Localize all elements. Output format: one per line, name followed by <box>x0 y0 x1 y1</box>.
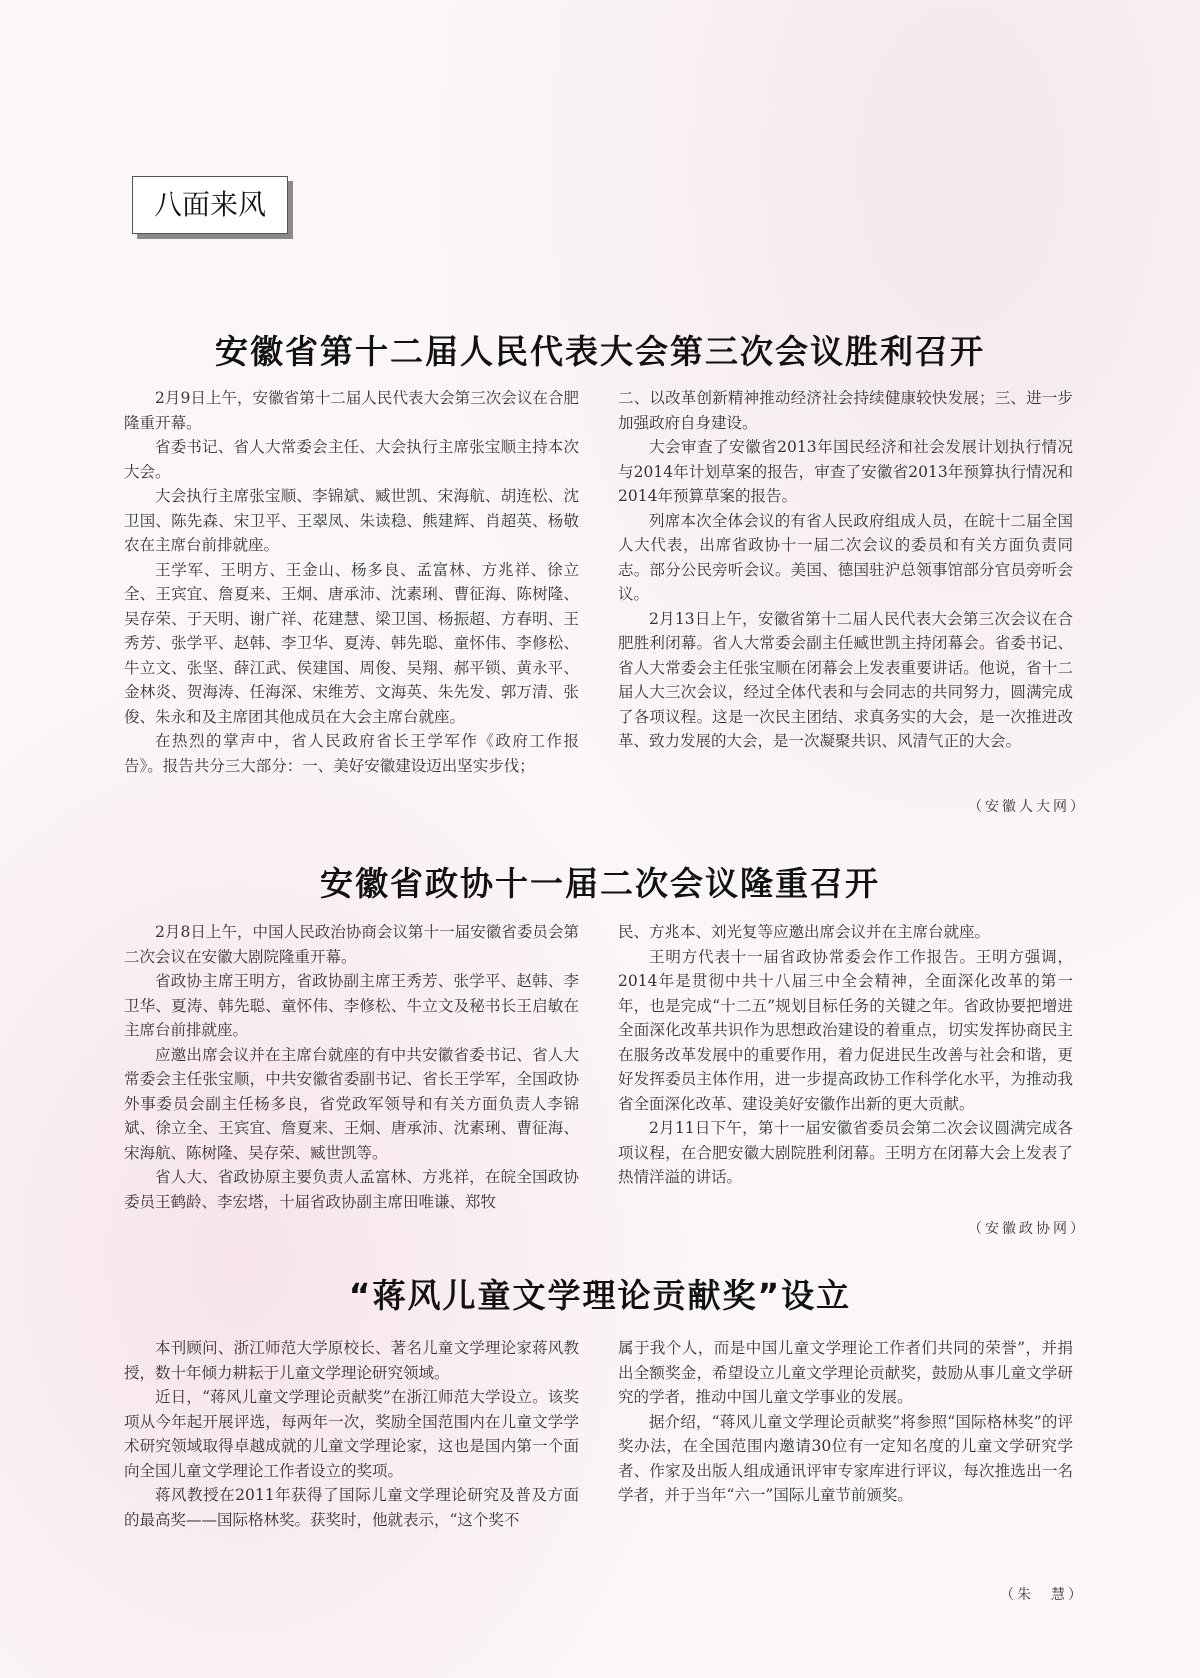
paragraph: 王学军、王明方、王金山、杨多良、孟富林、方兆祥、徐立全、王宾宜、詹夏来、王炯、唐承沛、沈素琍、曹征海、陈树隆、吴存荣、于天明、谢广祥、花建慧、梁卫国、杨振超、方春明、王秀芳、张学平、赵韩、李卫华、夏涛、韩先聪、童怀伟、李修松、牛立文、张坚、薛江武、侯建国、周俊、吴翔、郝平锁、黄永平、金林炎、贺海涛、任海深、宋维芳、文海英、朱先发、郭万清、张俊、朱永和及主席团其他成员在大会主席台就座。 <box>124 560 579 726</box>
paragraph: 2月9日上午，安徽省第十二届人民代表大会第三次会议在合肥隆重开幕。 <box>124 389 579 432</box>
paragraph: 省政协主席王明方，省政协副主席王秀芳、张学平、赵韩、李卫华、夏涛、韩先聪、童怀伟、李修松、牛立文及秘书长王启敏在主席台前排就座。 <box>124 972 579 1039</box>
paragraph: 2月11日下午，第十一届安徽省委员会第二次会议圆满完成各项议程，在合肥安徽大剧院胜利闭幕。王明方在闭幕大会上发表了热情洋溢的讲话。 <box>618 1119 1073 1186</box>
article3-title: “蒋风儿童文学理论贡献奖”设立 <box>348 1276 852 1315</box>
paragraph: 列席本次全体会议的有省人民政府组成人员，在皖十二届全国人大代表，出席省政协十一届二次会议的委员和有关方面负责同志。部分公民旁听会议。美国、德国驻沪总领事馆部分官员旁听会议。 <box>618 511 1073 603</box>
article1-title: 安徽省第十二届人民代表大会第三次会议胜利召开 <box>215 332 985 371</box>
paragraph: 在热烈的掌声中，省人民政府省长王学军作《政府工作报告》。报告共分三大部分：一、美好安徽建设迈出坚实步伐； <box>124 732 579 775</box>
article1-right-column <box>618 386 1073 754</box>
paragraph: 应邀出席会议并在主席台就座的有中共安徽省委书记、省人大常委会主任张宝顺，中共安徽省委副书记、省长王学军，全国政协外事委员会副主任杨多良，省党政军领导和有关方面负责人李锦斌、徐立全、王宾宜、詹夏来、王炯、唐承沛、沈素琍、曹征海、宋海航、陈树隆、吴存荣、臧世凯等。 <box>124 1045 579 1162</box>
paragraph: 蒋风教授在2011年获得了国际儿童文学理论研究及普及方面的最高奖——国际格林奖。获奖时，他就表示，“这个奖不 <box>124 1486 579 1529</box>
article2-right-column <box>618 920 1073 1190</box>
article3-left-column <box>124 1336 579 1532</box>
section-tag: 八面来风 <box>132 176 288 234</box>
paragraph: 大会执行主席张宝顺、李锦斌、臧世凯、宋海航、胡连松、沈卫国、陈先森、宋卫平、王翠凤、朱读稳、熊建辉、肖超英、杨敬农在主席台前排就座。 <box>124 487 579 554</box>
article1-source: （安徽人大网） <box>968 799 1087 815</box>
article2-title: 安徽省政协十一届二次会议隆重召开 <box>320 864 880 903</box>
article2-source: （安徽政协网） <box>968 1221 1087 1237</box>
paragraph: 二、以改革创新精神推动经济社会持续健康较快发展；三、进一步加强政府自身建设。 <box>618 389 1073 432</box>
article1-left-column <box>124 386 579 778</box>
paragraph: 近日，“蒋风儿童文学理论贡献奖”在浙江师范大学设立。该奖项从今年起开展评选，每两年一次，奖励全国范围内在儿童文学学术研究领域取得卓越成就的儿童文学理论家，这也是国内第一个面向全国儿童文学理论工作者设立的奖项。 <box>124 1388 579 1480</box>
paragraph: 2月8日上午，中国人民政治协商会议第十一届安徽省委员会第二次会议在安徽大剧院隆重开幕。 <box>124 923 579 966</box>
paragraph: 2月13日上午，安徽省第十二届人民代表大会第三次会议在合肥胜利闭幕。省人大常委会副主任臧世凯主持闭幕会。省委书记、省人大常委会主任张宝顺在闭幕会上发表重要讲话。他说，省十二届人大三次会议，经过全体代表和与会同志的共同努力，圆满完成了各项议程。这是一次民主团结、求真务实的大会，是一次推进改革、致力发展的大会，是一次凝聚共识、风清气正的大会。 <box>618 609 1073 750</box>
paragraph: 属于我个人，而是中国儿童文学理论工作者们共同的荣誉”，并捐出全额奖金，希望设立儿童文学理论贡献奖，鼓励从事儿童文学研究的学者，推动中国儿童文学事业的发展。 <box>618 1339 1073 1406</box>
paragraph: 民、方兆本、刘光复等应邀出席会议并在主席台就座。 <box>618 923 991 941</box>
paragraph: 大会审查了安徽省2013年国民经济和社会发展计划执行情况与2014年计划草案的报告，审查了安徽省2013年预算执行情况和2014年预算草案的报告。 <box>618 438 1073 505</box>
article3-source: （朱 慧） <box>1000 1587 1085 1603</box>
paragraph: 本刊顾问、浙江师范大学原校长、著名儿童文学理论家蒋风教授，数十年倾力耕耘于儿童文学理论研究领域。 <box>124 1339 579 1382</box>
paragraph: 省委书记、省人大常委会主任、大会执行主席张宝顺主持本次大会。 <box>124 438 579 481</box>
article3-right-column <box>618 1336 1073 1508</box>
paragraph: 据介绍，“蒋风儿童文学理论贡献奖”将参照“国际格林奖”的评奖办法，在全国范围内邀请30位有一定知名度的儿童文学研究学者、作家及出版人组成通讯评审专家库进行评议，每次推选出一名学者，并于当年“六一”国际儿童节前颁奖。 <box>618 1412 1073 1504</box>
paragraph: 王明方代表十一届省政协常委会作工作报告。王明方强调，2014年是贯彻中共十八届三中全会精神，全面深化改革的第一年，也是完成“十二五”规划目标任务的关键之年。省政协要把增进全面深化改革共识作为思想政治建设的着重点，切实发挥协商民主在服务改革发展中的重要作用，着力促进民生改善与社会和谐，更好发挥委员主体作用，进一步提高政协工作科学化水平，为推动我省全面深化改革、建设美好安徽作出新的更大贡献。 <box>618 947 1073 1113</box>
article2-left-column <box>124 920 579 1214</box>
paragraph: 省人大、省政协原主要负责人孟富林、方兆祥，在皖全国政协委员王鹤龄、李宏塔，十届省政协副主席田唯谦、郑牧 <box>124 1168 579 1211</box>
